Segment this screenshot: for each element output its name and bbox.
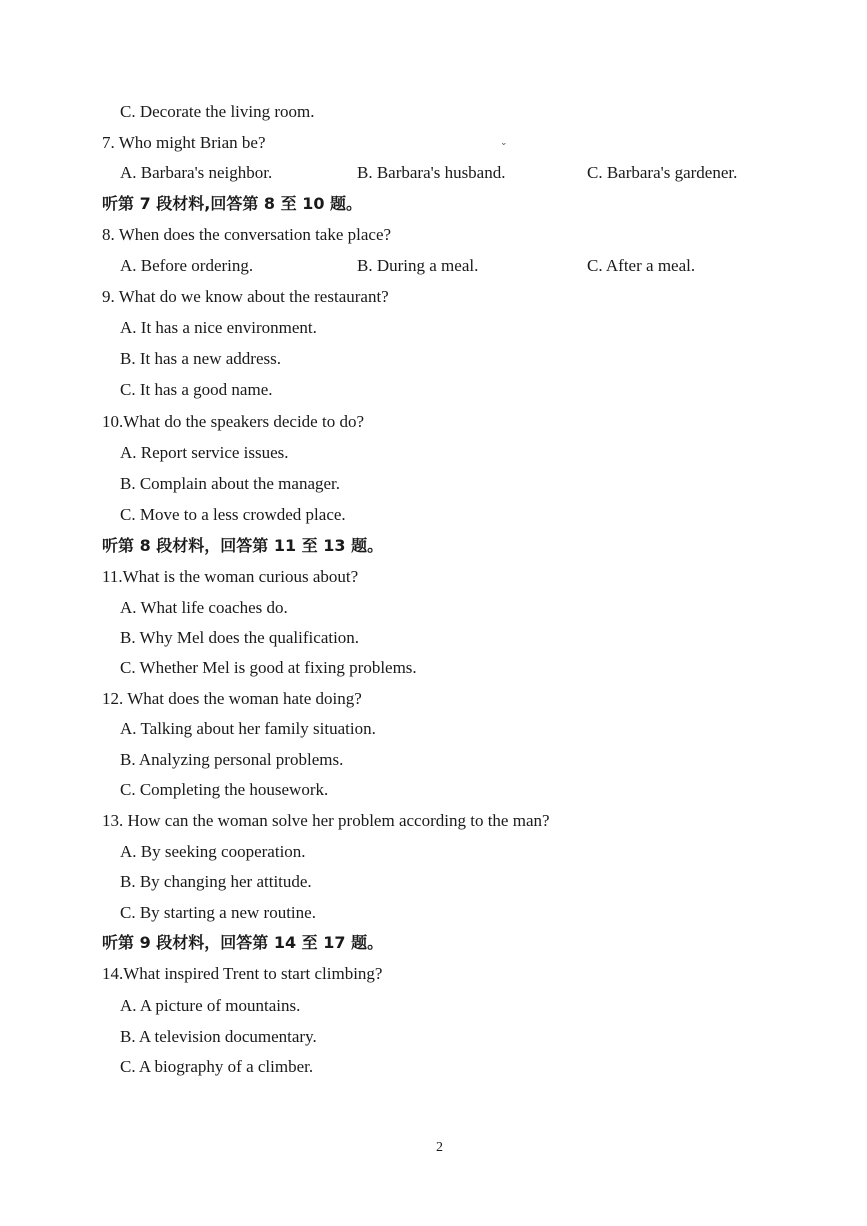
answer-option: B. Why Mel does the qualification. bbox=[120, 628, 360, 647]
answer-option: C. After a meal. bbox=[587, 256, 696, 275]
answer-option: C. A biography of a climber. bbox=[120, 1057, 314, 1076]
question-line: 7. Who might Brian be? bbox=[102, 133, 266, 152]
answer-option: B. During a meal. bbox=[357, 256, 479, 275]
answer-option: A. It has a nice environment. bbox=[120, 318, 317, 337]
answer-option: A. Barbara's neighbor. bbox=[120, 163, 273, 182]
section-heading: 听第 7 段材料,回答第 8 至 10 题。 bbox=[102, 194, 363, 213]
answer-option: C. Whether Mel is good at fixing problems. bbox=[120, 658, 417, 677]
question-line: 12. What does the woman hate doing? bbox=[102, 689, 362, 708]
answer-option: B. By changing her attitude. bbox=[120, 872, 312, 891]
question-line: 9. What do we know about the restaurant? bbox=[102, 287, 389, 306]
answer-option: C. By starting a new routine. bbox=[120, 903, 316, 922]
answer-option: A. Talking about her family situation. bbox=[120, 719, 376, 738]
question-line: 14.What inspired Trent to start climbing? bbox=[102, 964, 383, 983]
answer-option: C. Barbara's gardener. bbox=[587, 163, 738, 182]
answer-option: C. Move to a less crowded place. bbox=[120, 505, 346, 524]
question-line: 10.What do the speakers decide to do? bbox=[102, 412, 364, 431]
answer-option: C. It has a good name. bbox=[120, 380, 273, 399]
answer-option: B. Complain about the manager. bbox=[120, 474, 341, 493]
answer-option: A. Report service issues. bbox=[120, 443, 289, 462]
scan-speck: ⌄ bbox=[500, 137, 508, 147]
question-line: 8. When does the conversation take place? bbox=[102, 225, 392, 244]
question-line: 13. How can the woman solve her problem according to the man? bbox=[102, 811, 550, 830]
answer-option: A. What life coaches do. bbox=[120, 598, 288, 617]
question-line: 11.What is the woman curious about? bbox=[102, 567, 359, 586]
answer-option: B. A television documentary. bbox=[120, 1027, 317, 1046]
section-heading: 听第 9 段材料，回答第 14 至 17 题。 bbox=[102, 933, 384, 952]
page-number: 2 bbox=[436, 1140, 443, 1155]
answer-option: C. Decorate the living room. bbox=[120, 102, 315, 121]
answer-option: C. Completing the housework. bbox=[120, 780, 329, 799]
answer-option: B. It has a new address. bbox=[120, 349, 281, 368]
answer-option: A. By seeking cooperation. bbox=[120, 842, 306, 861]
section-heading: 听第 8 段材料，回答第 11 至 13 题。 bbox=[102, 536, 384, 555]
answer-option: B. Analyzing personal problems. bbox=[120, 750, 344, 769]
answer-option: B. Barbara's husband. bbox=[357, 163, 506, 182]
answer-option: A. Before ordering. bbox=[120, 256, 254, 275]
answer-option: A. A picture of mountains. bbox=[120, 996, 301, 1015]
